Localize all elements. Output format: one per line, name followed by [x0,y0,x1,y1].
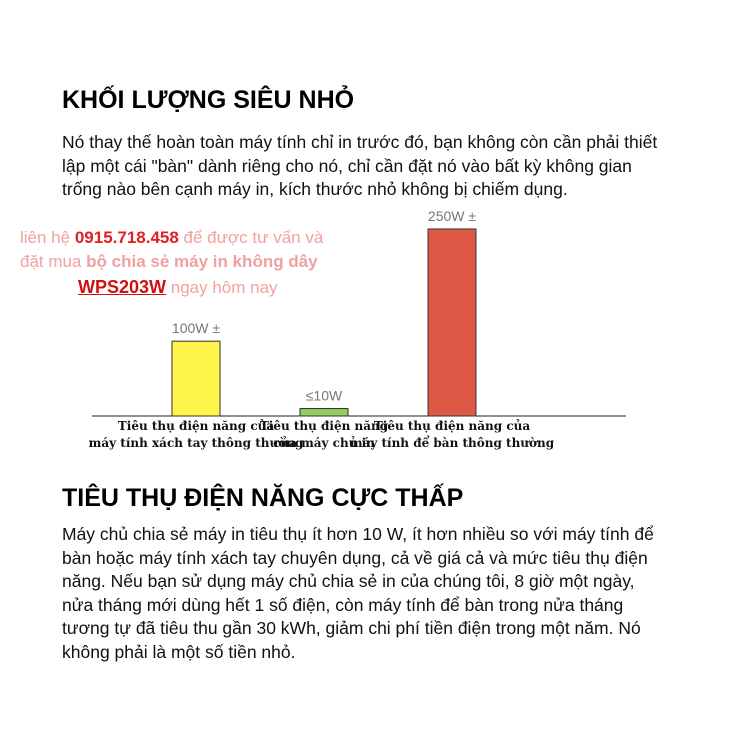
value-label: ≤10W [305,387,343,404]
promo-text: đặt mua [20,252,87,271]
paragraph-line: không phải là một số tiền nhỏ. [62,641,296,662]
category-label: Tiêu thụ điện năng [259,419,389,433]
category-label: của máy chủ in [273,436,375,450]
paragraph-line: trống nào bên cạnh máy in, kích thước nhỏ không bị chiếm dụng. [62,179,568,199]
promo-phone: 0915.718.458 [74,228,179,247]
bar [428,229,476,416]
paragraph-line: lập một cái "bàn" dành riêng cho nó, chỉ cần đặt nó vào bất kỳ không gian [62,155,632,176]
category-label: Tiêu thụ điện năng của [373,419,531,433]
promo-text: ngay hôm nay [166,278,278,297]
section-title-weight: KHỐI LƯỢNG SIÊU NHỎ [62,86,355,114]
paragraph-line: nửa tháng mới dùng hết 1 số điện, còn máy tính để bàn trong nửa tháng [62,594,624,615]
value-label: 100W ± [171,320,221,337]
promo-line-contact [20,225,323,250]
promo-line-product [20,249,318,274]
category-label: máy tính xách tay thông thường [88,436,304,450]
paragraph-line: Nó thay thế hoàn toàn máy tính chỉ in trước đó, bạn không còn cần phải thiết [62,132,658,152]
bar [172,341,220,416]
category-label: Tiêu thụ điện năng của [117,419,275,433]
promo-line-model [78,275,278,300]
bar [300,409,348,416]
category-label: máy tính để bàn thông thường [349,436,555,450]
section-paragraph-weight [62,131,712,202]
promo-text: liên hệ [20,228,75,247]
paragraph-line: Máy chủ chia sẻ máy in tiêu thụ ít hơn 10 W, ít hơn nhiều so với máy tính để [62,524,654,544]
value-label: 250W ± [427,207,477,224]
promo-text: để được tư vấn và [178,228,324,247]
paragraph-line: tương tự đã tiêu thu gần 30 kWh, giảm chi phí tiền điện trong một năm. Nó [62,618,641,638]
paragraph-line: bàn hoặc máy tính xách tay chuyên dụng, cả về giá cả và mức tiêu thụ điện [62,547,648,568]
promo-model: WPS203W [78,277,167,297]
section-title-power: TIÊU THỤ ĐIỆN NĂNG CỰC THẤP [62,484,464,512]
paragraph-line: năng. Nếu bạn sử dụng máy chủ chia sẻ in của chúng tôi, 8 giờ một ngày, [62,571,635,591]
promo-product: bộ chia sẻ máy in không dây [86,252,318,271]
section-paragraph-power [62,523,712,664]
